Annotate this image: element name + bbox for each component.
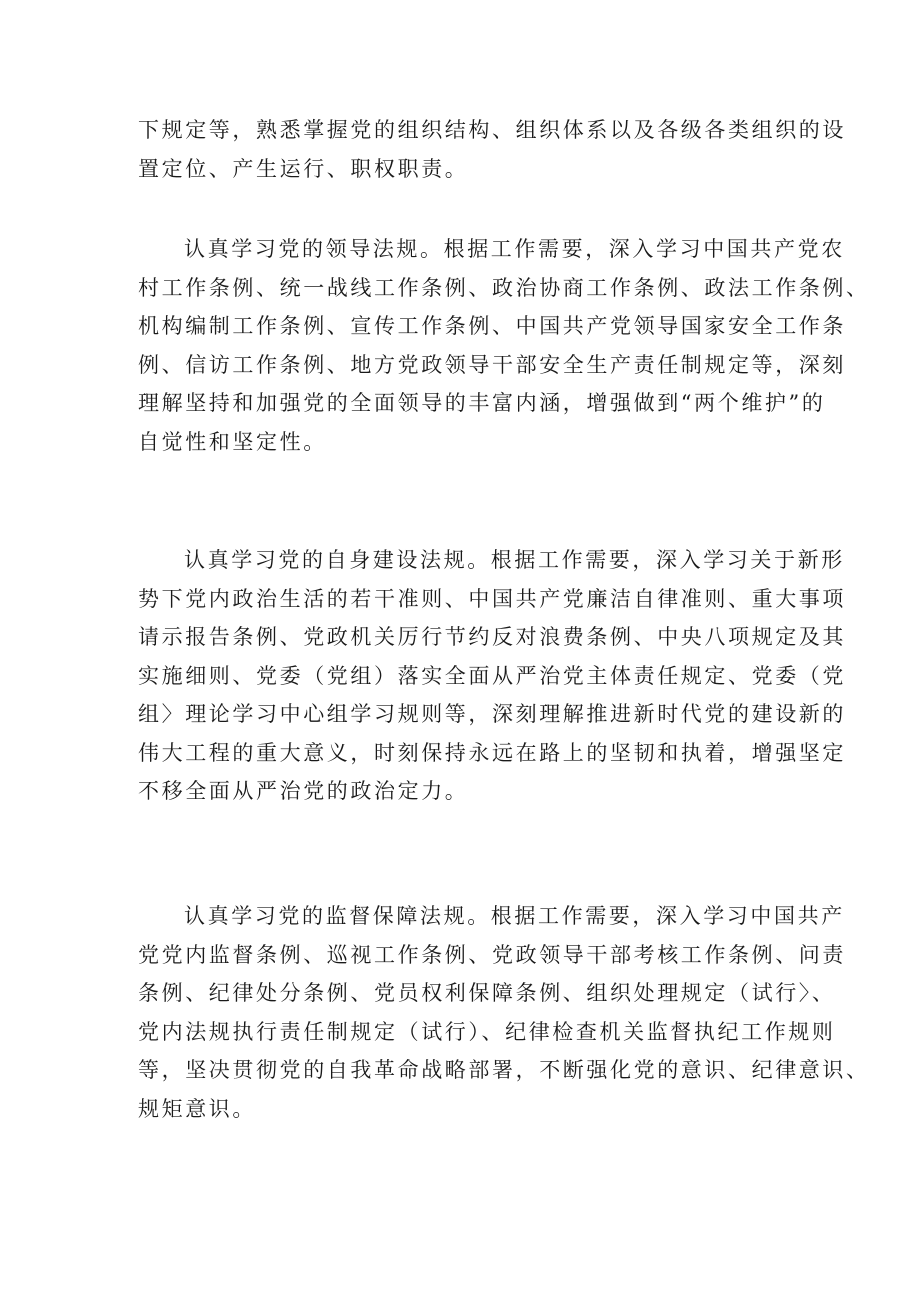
text-line: 机构编制工作条例、宣传工作条例、中国共产党领导国家安全工作条 — [138, 314, 846, 338]
text-line: 下规定等，熟悉掌握党的组织结构、组织体系以及各级各类组织的设 — [138, 118, 846, 142]
text-line: 村工作条例、统一战线工作条例、政治协商工作条例、政法工作条例、 — [138, 275, 870, 300]
text-line: 等，坚决贯彻党的自我革命战略部署，不断强化党的意识、纪律意识、 — [138, 1058, 870, 1082]
paragraph-self-building-regulations — [138, 541, 846, 811]
text-line: 规矩意识。 — [138, 1096, 256, 1121]
text-line: 例、信访工作条例、地方党政领导干部安全生产责任制规定等，深刻 — [138, 352, 846, 377]
text-line: 实施细则、党委（党组）落实全面从严治党主体责任规定、党委（党 — [138, 663, 846, 688]
text-line: 势下党内政治生活的若干准则、中国共产党廉洁自律准则、重大事项 — [138, 586, 846, 611]
text-line: 组〉理论学习中心组学习规则等，深刻理解推进新时代党的建设新的 — [138, 702, 846, 726]
text-line: 党内法规执行责任制规定（试行）、纪律检查机关监督执纪工作规则 — [138, 1019, 836, 1044]
paragraph-continuation — [138, 111, 846, 188]
text-line: 认真学习党的自身建设法规。根据工作需要，深入学习关于新形 — [184, 548, 845, 572]
text-line: 理解坚持和加强党的全面领导的丰富内涵，增强做到“两个维护”的 — [138, 391, 826, 415]
text-line: 认真学习党的监督保障法规。根据工作需要，深入学习中国共产 — [184, 904, 845, 928]
text-line: 不移全面从严治党的政治定力。 — [138, 779, 469, 803]
paragraph-leadership-regulations — [138, 230, 870, 461]
text-line: 党党内监督条例、巡视工作条例、党政领导干部考核工作条例、问责 — [138, 942, 846, 967]
text-line: 伟大工程的重大意义，时刻保持永远在路上的坚韧和执着，增强坚定 — [138, 740, 846, 765]
text-line: 认真学习党的领导法规。根据工作需要，深入学习中国共产党农 — [184, 237, 845, 261]
paragraph-supervision-regulations — [138, 897, 870, 1128]
text-line: 请示报告条例、党政机关厉行节约反对浪费条例、中央八项规定及其 — [138, 625, 846, 649]
text-line: 置定位、产生运行、职权职责。 — [138, 156, 469, 181]
text-line: 条例、纪律处分条例、党员权利保障条例、组织处理规定（试行〉、 — [138, 981, 836, 1005]
text-line: 自觉性和坚定性。 — [138, 429, 327, 454]
